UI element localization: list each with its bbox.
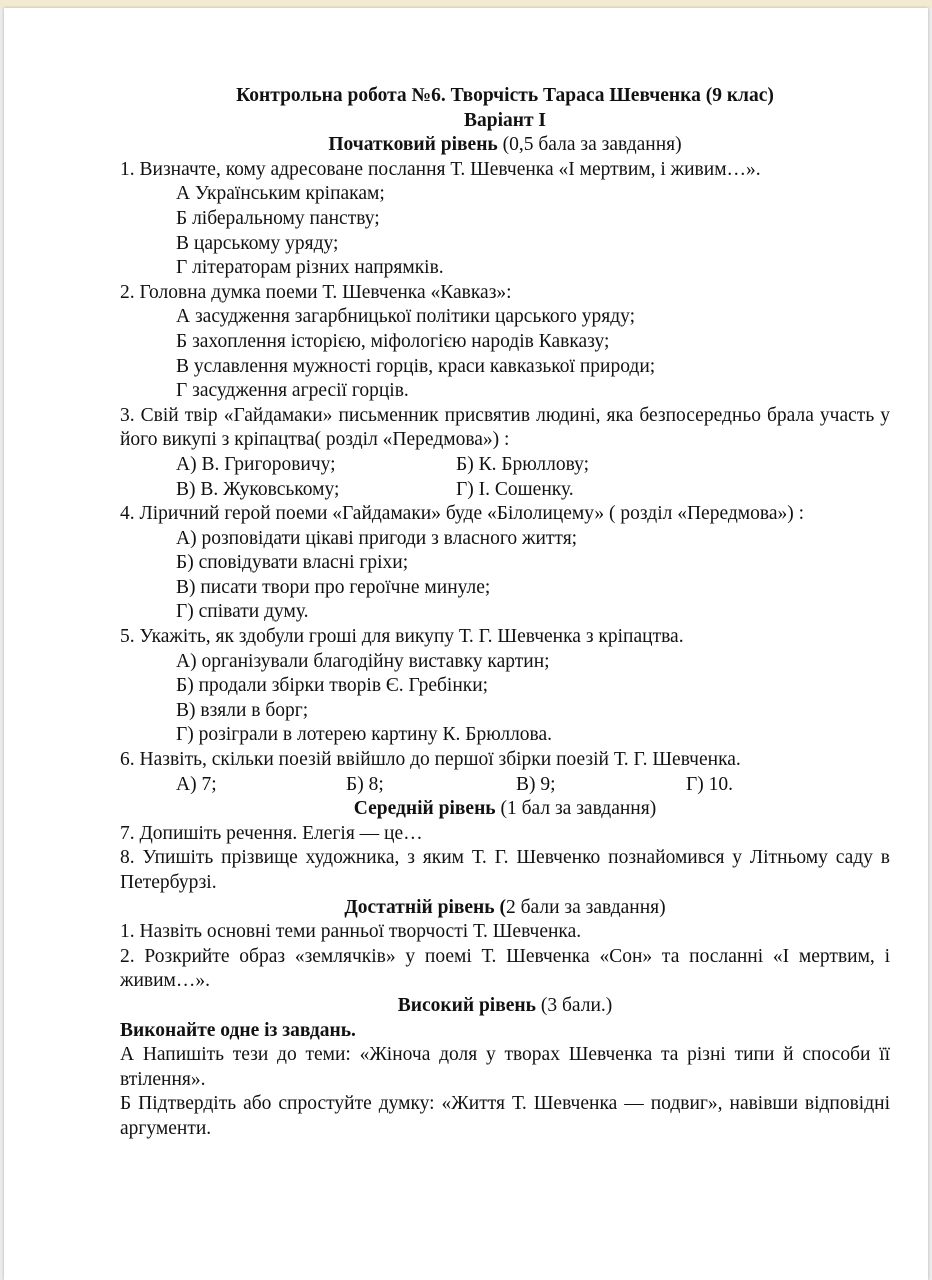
question-6: 6. Назвіть, скільки поезій ввійшло до першої збірки поезій Т. Г. Шевченка. xyxy=(120,749,741,771)
q6-options xyxy=(120,773,890,798)
q4-option-d: Г) співати думу. xyxy=(176,601,309,623)
level1-name: Початковий рівень xyxy=(328,134,498,156)
question-8: 8. Упишіть прізвище художника, з яким Т. Г. Шевченко познайомився у Літньому саду в Петербурзі. xyxy=(120,847,890,893)
q6-option-c: В) 9; xyxy=(516,773,556,795)
q3-option-a: А) В. Григоровичу; xyxy=(176,453,336,475)
q3-option-c: В) В. Жуковському; xyxy=(176,478,340,500)
level1-heading xyxy=(120,133,890,158)
question-2: 2. Головна думка поеми Т. Шевченка «Кавказ»: xyxy=(120,281,512,303)
q3-options xyxy=(120,453,890,502)
question-5: 5. Укажіть, як здобули гроші для викупу Т. Г. Шевченка з кріпацтва. xyxy=(120,626,684,648)
level2-name: Середній рівень xyxy=(353,798,496,820)
q1-option-c: В царському уряду; xyxy=(176,232,339,254)
level4-points: (3 бали.) xyxy=(535,994,613,1016)
q5-option-b: Б) продали збірки творів Є. Гребінки; xyxy=(176,675,489,697)
document-page xyxy=(4,8,928,1280)
top-strip xyxy=(0,0,932,8)
q4-option-a: А) розповідати цікаві пригоди з власного життя; xyxy=(176,527,578,549)
q2-option-b: Б захоплення історією, міфологією народів Кавказу; xyxy=(176,330,610,352)
q1-option-b: Б ліберальному панству; xyxy=(176,207,380,229)
document-title: Контрольна робота №6. Творчість Тараса Шевченка (9 клас) xyxy=(236,85,774,106)
q5-option-d: Г) розіграли в лотерею картину К. Брюллова. xyxy=(176,724,553,746)
level4-instruction: Виконайте одне із завдань. xyxy=(120,1019,356,1041)
q1-option-d: Г літераторам різних напрямків. xyxy=(176,257,444,279)
level3-question-2: 2. Розкрийте образ «землячків» у поемі Т. Шевченка «Сон» та посланні «І мертвим, і живим…». xyxy=(120,945,890,992)
question-3: 3. Свій твір «Гайдамаки» письменник присвятив людині, яка безпосередньо брала участь у його викупі з кріпацтва( розділ «Передмова») : xyxy=(120,404,890,451)
level3-points: 2 бали за завдання) xyxy=(505,896,666,918)
level4-name: Високий рівень xyxy=(397,994,536,1016)
level4-task-b: Б Підтвердіть або спростуйте думку: «Життя Т. Шевченка — подвиг», навівши відповідні аргументи. xyxy=(120,1093,890,1139)
q1-option-a: А Українським кріпакам; xyxy=(176,183,385,205)
q3-option-b: Б) К. Брюллову; xyxy=(456,453,590,475)
question-1: 1. Визначте, кому адресоване послання Т. Шевченка «І мертвим, і живим…». xyxy=(120,158,761,180)
q5-option-a: А) організували благодійну виставку картин; xyxy=(176,650,550,672)
document-content xyxy=(120,84,890,1142)
level3-heading xyxy=(120,896,890,921)
question-4: 4. Ліричний герой поеми «Гайдамаки» буде «Білолицему» ( розділ «Передмова») : xyxy=(120,503,805,525)
q6-option-a: А) 7; xyxy=(176,773,217,795)
variant-heading: Варіант І xyxy=(463,109,547,131)
q3-option-d: Г) І. Сошенку. xyxy=(456,478,574,500)
q2-option-a: А засудження загарбницької політики царського уряду; xyxy=(176,306,636,328)
question-7: 7. Допишіть речення. Елегія — це… xyxy=(120,822,423,844)
level4-heading xyxy=(120,994,890,1019)
q5-option-c: В) взяли в борг; xyxy=(176,699,309,721)
q4-option-b: Б) сповідувати власні гріхи; xyxy=(176,552,409,574)
level3-name: Достатній рівень ( xyxy=(344,896,506,918)
q2-option-c: В уславлення мужності горців, краси кавказької природи; xyxy=(176,355,656,377)
level4-task-a: А Напишіть тези до теми: «Жіноча доля у творах Шевченка та різні типи й способи її втілення». xyxy=(120,1044,890,1090)
level2-points: (1 бал за завдання) xyxy=(495,798,657,820)
q4-option-c: В) писати твори про героїчне минуле; xyxy=(176,576,491,598)
level2-heading xyxy=(120,797,890,822)
level1-points: (0,5 бала за завдання) xyxy=(497,134,682,156)
q6-option-d: Г) 10. xyxy=(686,773,734,795)
q6-option-b: Б) 8; xyxy=(346,773,384,795)
level3-question-1: 1. Назвіть основні теми ранньої творчості Т. Шевченка. xyxy=(120,921,582,943)
q2-option-d: Г засудження агресії горців. xyxy=(176,380,409,402)
